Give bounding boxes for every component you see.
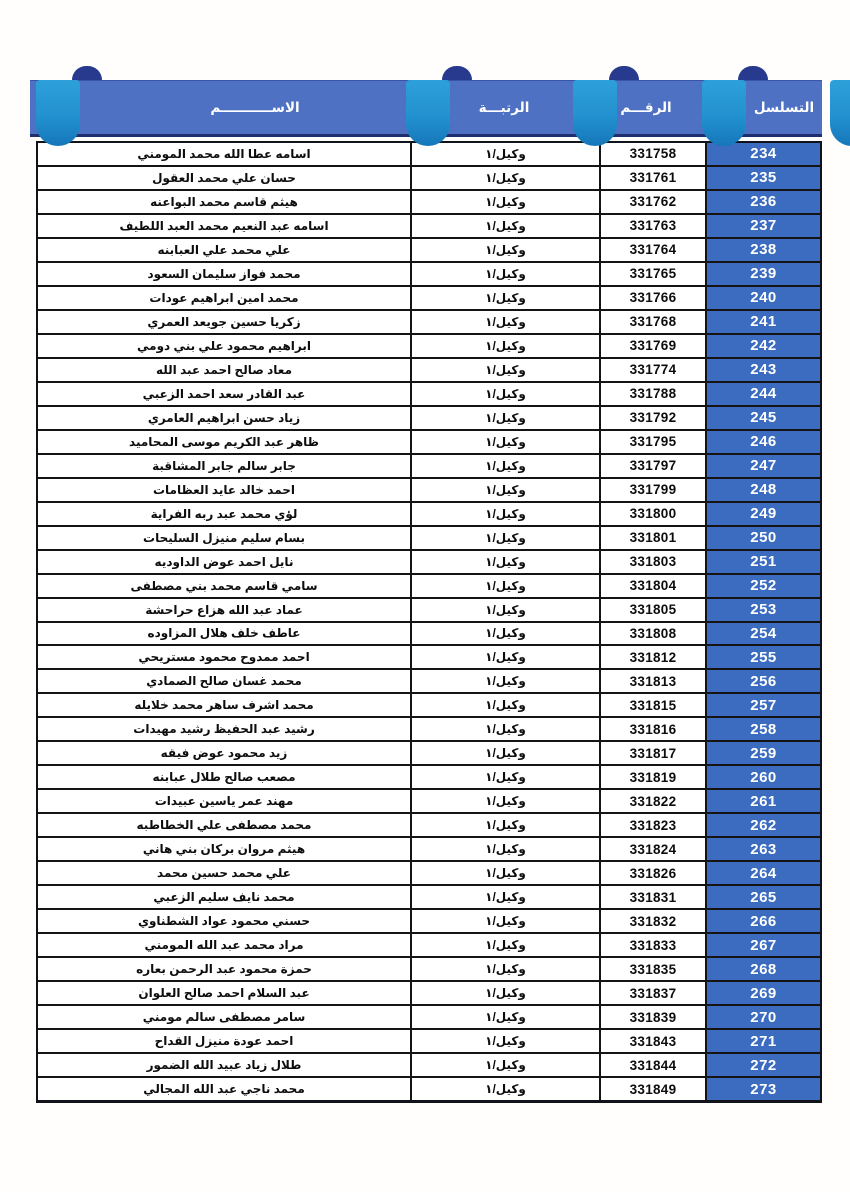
serial-cell: 273 [707, 1078, 820, 1100]
rank-cell: وكيل/١ [412, 646, 599, 668]
number-cell: 331835 [601, 958, 705, 980]
name-cell: حسان علي محمد العقول [38, 167, 410, 189]
column-header-name: الاســـــــــــم [210, 100, 300, 115]
serial-cell: 252 [707, 575, 820, 597]
rank-cell: وكيل/١ [412, 814, 599, 836]
number-cell: 331816 [601, 718, 705, 740]
serial-cell: 251 [707, 551, 820, 573]
serial-cell: 235 [707, 167, 820, 189]
number-cell: 331849 [601, 1078, 705, 1100]
rank-cell: وكيل/١ [412, 694, 599, 716]
column-header-serial: التسلسل [753, 100, 815, 115]
rank-cell: وكيل/١ [412, 1006, 599, 1028]
number-cell: 331788 [601, 383, 705, 405]
bookmark-tab-icon [702, 80, 746, 146]
name-cell: حمزة محمود عبد الرحمن بعاره [38, 958, 410, 980]
rank-cell: وكيل/١ [412, 335, 599, 357]
rank-cell: وكيل/١ [412, 599, 599, 621]
number-cell: 331774 [601, 359, 705, 381]
number-cell: 331805 [601, 599, 705, 621]
rank-cell: وكيل/١ [412, 623, 599, 645]
number-cell: 331801 [601, 527, 705, 549]
serial-cell: 264 [707, 862, 820, 884]
bookmark-tab-icon [406, 80, 450, 146]
rank-cell: وكيل/١ [412, 527, 599, 549]
serial-cell: 268 [707, 958, 820, 980]
name-cell: احمد خالد عايد العظامات [38, 479, 410, 501]
rank-cell: وكيل/١ [412, 886, 599, 908]
name-cell: ابراهيم محمود علي بني دومي [38, 335, 410, 357]
number-cell: 331815 [601, 694, 705, 716]
rank-cell: وكيل/١ [412, 407, 599, 429]
name-cell: هيثم مروان بركان بني هاني [38, 838, 410, 860]
rank-cell: وكيل/١ [412, 167, 599, 189]
rank-cell: وكيل/١ [412, 838, 599, 860]
name-cell: مراد محمد عبد الله المومني [38, 934, 410, 956]
serial-cell: 258 [707, 718, 820, 740]
rank-cell: وكيل/١ [412, 718, 599, 740]
rank-cell: وكيل/١ [412, 1030, 599, 1052]
name-cell: محمد نايف سليم الزعبي [38, 886, 410, 908]
number-cell: 331844 [601, 1054, 705, 1076]
name-cell: نايل احمد عوض الداوديه [38, 551, 410, 573]
number-cell: 331800 [601, 503, 705, 525]
name-cell: جابر سالم جابر المشاقبة [38, 455, 410, 477]
rank-cell: وكيل/١ [412, 311, 599, 333]
name-cell: احمد ممدوح محمود مستريحي [38, 646, 410, 668]
rank-cell: وكيل/١ [412, 766, 599, 788]
number-cell: 331769 [601, 335, 705, 357]
number-cell: 331799 [601, 479, 705, 501]
number-cell: 331819 [601, 766, 705, 788]
name-cell: ظاهر عبد الكريم موسى المحاميد [38, 431, 410, 453]
serial-cell: 257 [707, 694, 820, 716]
rank-cell: وكيل/١ [412, 982, 599, 1004]
number-cell: 331839 [601, 1006, 705, 1028]
number-cell: 331824 [601, 838, 705, 860]
number-cell: 331817 [601, 742, 705, 764]
serial-cell: 250 [707, 527, 820, 549]
number-cell: 331768 [601, 311, 705, 333]
rank-cell: وكيل/١ [412, 479, 599, 501]
name-cell: علي محمد حسين محمد [38, 862, 410, 884]
rank-cell: وكيل/١ [412, 191, 599, 213]
name-cell: بسام سليم منيزل السليحات [38, 527, 410, 549]
name-cell: زيد محمود عوض فيقه [38, 742, 410, 764]
serial-cell: 242 [707, 335, 820, 357]
rank-cell: وكيل/١ [412, 431, 599, 453]
serial-cell: 263 [707, 838, 820, 860]
serial-cell: 266 [707, 910, 820, 932]
name-cell: سامي قاسم محمد بني مصطفى [38, 575, 410, 597]
number-cell: 331804 [601, 575, 705, 597]
serial-cell: 267 [707, 934, 820, 956]
bookmark-tab-icon [830, 80, 850, 146]
number-cell: 331766 [601, 287, 705, 309]
serial-cell: 259 [707, 742, 820, 764]
rank-cell: وكيل/١ [412, 790, 599, 812]
name-cell: سامر مصطفى سالم مومني [38, 1006, 410, 1028]
number-cell: 331803 [601, 551, 705, 573]
number-cell: 331797 [601, 455, 705, 477]
rank-cell: وكيل/١ [412, 670, 599, 692]
name-cell: زكريا حسين جويعد العمري [38, 311, 410, 333]
name-cell: اسامه عبد النعيم محمد العبد اللطيف [38, 215, 410, 237]
number-cell: 331761 [601, 167, 705, 189]
serial-cell: 265 [707, 886, 820, 908]
rank-cell: وكيل/١ [412, 359, 599, 381]
name-cell: معاد صالح احمد عبد الله [38, 359, 410, 381]
serial-cell: 246 [707, 431, 820, 453]
serial-cell: 262 [707, 814, 820, 836]
number-cell: 331795 [601, 431, 705, 453]
name-cell: محمد فواز سليمان السعود [38, 263, 410, 285]
rank-cell: وكيل/١ [412, 239, 599, 261]
serial-cell: 245 [707, 407, 820, 429]
rank-cell: وكيل/١ [412, 455, 599, 477]
number-cell: 331764 [601, 239, 705, 261]
number-cell: 331843 [601, 1030, 705, 1052]
number-cell: 331758 [601, 143, 705, 165]
name-cell: مصعب صالح طلال عبابنه [38, 766, 410, 788]
number-cell: 331822 [601, 790, 705, 812]
name-cell: اسامه عطا الله محمد المومني [38, 143, 410, 165]
serial-cell: 236 [707, 191, 820, 213]
serial-cell: 249 [707, 503, 820, 525]
number-cell: 331813 [601, 670, 705, 692]
name-cell: محمد امين ابراهيم عودات [38, 287, 410, 309]
serial-cell: 261 [707, 790, 820, 812]
serial-cell: 237 [707, 215, 820, 237]
rank-cell: وكيل/١ [412, 143, 599, 165]
rank-cell: وكيل/١ [412, 551, 599, 573]
serial-cell: 270 [707, 1006, 820, 1028]
name-cell: عاطف خلف هلال المزاوده [38, 623, 410, 645]
serial-cell: 239 [707, 263, 820, 285]
rank-cell: وكيل/١ [412, 1078, 599, 1100]
rank-cell: وكيل/١ [412, 910, 599, 932]
name-cell: مهند عمر ياسين عبيدات [38, 790, 410, 812]
number-cell: 331823 [601, 814, 705, 836]
number-cell: 331833 [601, 934, 705, 956]
number-cell: 331763 [601, 215, 705, 237]
number-cell: 331812 [601, 646, 705, 668]
name-cell: عبد القادر سعد احمد الزعبي [38, 383, 410, 405]
rank-cell: وكيل/١ [412, 575, 599, 597]
rank-cell: وكيل/١ [412, 742, 599, 764]
serial-cell: 253 [707, 599, 820, 621]
rank-cell: وكيل/١ [412, 503, 599, 525]
serial-cell: 238 [707, 239, 820, 261]
number-cell: 331762 [601, 191, 705, 213]
serial-cell: 241 [707, 311, 820, 333]
table-body [36, 141, 822, 1103]
number-cell: 331792 [601, 407, 705, 429]
name-cell: محمد مصطفى علي الخطاطبه [38, 814, 410, 836]
rank-cell: وكيل/١ [412, 383, 599, 405]
column-header-number: الرقـــم [620, 100, 672, 115]
serial-cell: 234 [707, 143, 820, 165]
serial-cell: 254 [707, 623, 820, 645]
number-cell: 331832 [601, 910, 705, 932]
name-cell: عماد عبد الله هزاع حراحشة [38, 599, 410, 621]
serial-cell: 260 [707, 766, 820, 788]
rank-cell: وكيل/١ [412, 862, 599, 884]
serial-cell: 272 [707, 1054, 820, 1076]
rank-cell: وكيل/١ [412, 958, 599, 980]
serial-cell: 240 [707, 287, 820, 309]
column-header-rank: الرتبـــة [478, 100, 530, 115]
rank-cell: وكيل/١ [412, 263, 599, 285]
name-cell: هيثم قاسم محمد البواعنه [38, 191, 410, 213]
number-cell: 331808 [601, 623, 705, 645]
name-cell: زياد حسن ابراهيم العامري [38, 407, 410, 429]
name-cell: محمد ناجي عبد الله المجالي [38, 1078, 410, 1100]
rank-cell: وكيل/١ [412, 215, 599, 237]
name-cell: محمد غسان صالح الصمادي [38, 670, 410, 692]
number-cell: 331831 [601, 886, 705, 908]
name-cell: لؤي محمد عبد ربه الفراية [38, 503, 410, 525]
serial-cell: 255 [707, 646, 820, 668]
name-cell: علي محمد علي العبابنه [38, 239, 410, 261]
bookmark-tab-icon [36, 80, 80, 146]
name-cell: محمد اشرف ساهر محمد خلايله [38, 694, 410, 716]
name-cell: عبد السلام احمد صالح العلوان [38, 982, 410, 1004]
serial-cell: 248 [707, 479, 820, 501]
serial-cell: 271 [707, 1030, 820, 1052]
rank-cell: وكيل/١ [412, 1054, 599, 1076]
number-cell: 331837 [601, 982, 705, 1004]
rank-cell: وكيل/١ [412, 287, 599, 309]
serial-cell: 269 [707, 982, 820, 1004]
number-cell: 331765 [601, 263, 705, 285]
name-cell: رشيد عبد الحفيظ رشيد مهيدات [38, 718, 410, 740]
rank-cell: وكيل/١ [412, 934, 599, 956]
serial-cell: 243 [707, 359, 820, 381]
serial-cell: 247 [707, 455, 820, 477]
serial-cell: 256 [707, 670, 820, 692]
number-cell: 331826 [601, 862, 705, 884]
name-cell: طلال زياد عبيد الله الضمور [38, 1054, 410, 1076]
serial-cell: 244 [707, 383, 820, 405]
name-cell: حسني محمود عواد الشطناوي [38, 910, 410, 932]
name-cell: احمد عودة منيزل القداح [38, 1030, 410, 1052]
